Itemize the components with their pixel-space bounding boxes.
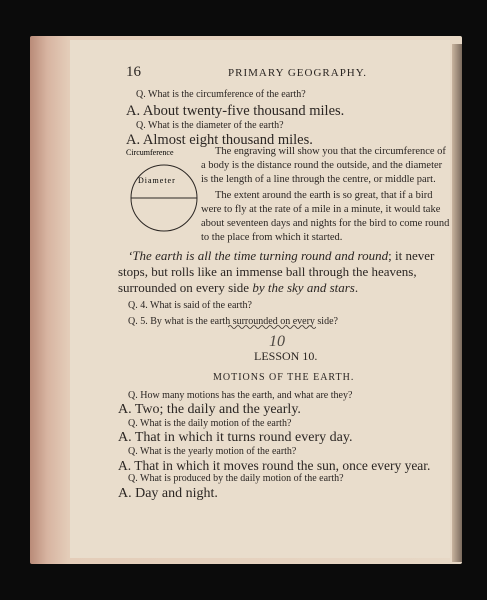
body-text-line: to the place from which it started. — [201, 232, 343, 243]
answer-line: A. About twenty-five thousand miles. — [126, 103, 345, 119]
answer-line: A. That in which it moves round the sun, once every year. — [118, 458, 431, 473]
wavy-divider — [228, 324, 316, 330]
body-text-line: were to fly at the rate of a mile in a minute, it would take — [201, 204, 441, 215]
lesson-subtitle: MOTIONS OF THE EARTH. — [213, 372, 355, 383]
body-text-line: is the length of a line through the centre, or middle part. — [201, 174, 436, 185]
earth-paragraph-line — [118, 280, 358, 296]
page-number: 16 — [126, 64, 141, 80]
answer-line: A. Almost eight thousand miles. — [126, 132, 313, 148]
page-edge-shadow — [452, 44, 462, 562]
body-text-line: The extent around the earth is so great, that if a bird — [215, 190, 433, 201]
question-line: Q. What is the daily motion of the earth? — [128, 418, 292, 429]
earth-paragraph-line: stops, but rolls like an immense ball through the heavens, — [118, 264, 417, 279]
question-line: Q. What is the circumference of the earth? — [136, 89, 306, 100]
earth-paragraph-line — [128, 248, 434, 264]
circumference-label: Circumference — [126, 148, 174, 157]
lesson-title: LESSON 10. — [254, 349, 318, 363]
review-question: Q. 4. What is said of the earth? — [128, 300, 252, 311]
text-span: . — [354, 280, 359, 295]
earth-diagram — [126, 148, 202, 234]
question-line: Q. What is produced by the daily motion of the earth? — [128, 473, 344, 484]
body-text-line: about seventeen days and nights for the bird to come round — [201, 218, 450, 229]
italic-text: ‘The earth is all the time turning round and round — [128, 248, 389, 263]
review-question: Q. 5. By what is the earth surrounded on every side? — [128, 316, 338, 327]
running-title: PRIMARY GEOGRAPHY. — [228, 67, 368, 79]
text-span: ; it never — [388, 248, 435, 263]
question-line: Q. What is the diameter of the earth? — [136, 120, 284, 131]
handwritten-lesson-number: 10 — [269, 333, 285, 350]
body-text-line: The engraving will show you that the circumference of — [215, 146, 446, 157]
answer-line: A. Two; the daily and the yearly. — [118, 402, 301, 417]
question-line: Q. How many motions has the earth, and what are they? — [128, 390, 353, 401]
question-line: Q. What is the yearly motion of the earth? — [128, 446, 297, 457]
answer-line: A. Day and night. — [118, 486, 218, 501]
text-span: surrounded on every side — [118, 280, 250, 295]
body-text-line: a body is the distance round the outside, and the diameter — [201, 160, 443, 171]
page-header — [126, 64, 456, 82]
answer-line: A. That in which it turns round every day. — [118, 430, 353, 445]
diameter-label: Diameter — [138, 176, 176, 185]
italic-text: by the sky and stars — [252, 280, 355, 295]
